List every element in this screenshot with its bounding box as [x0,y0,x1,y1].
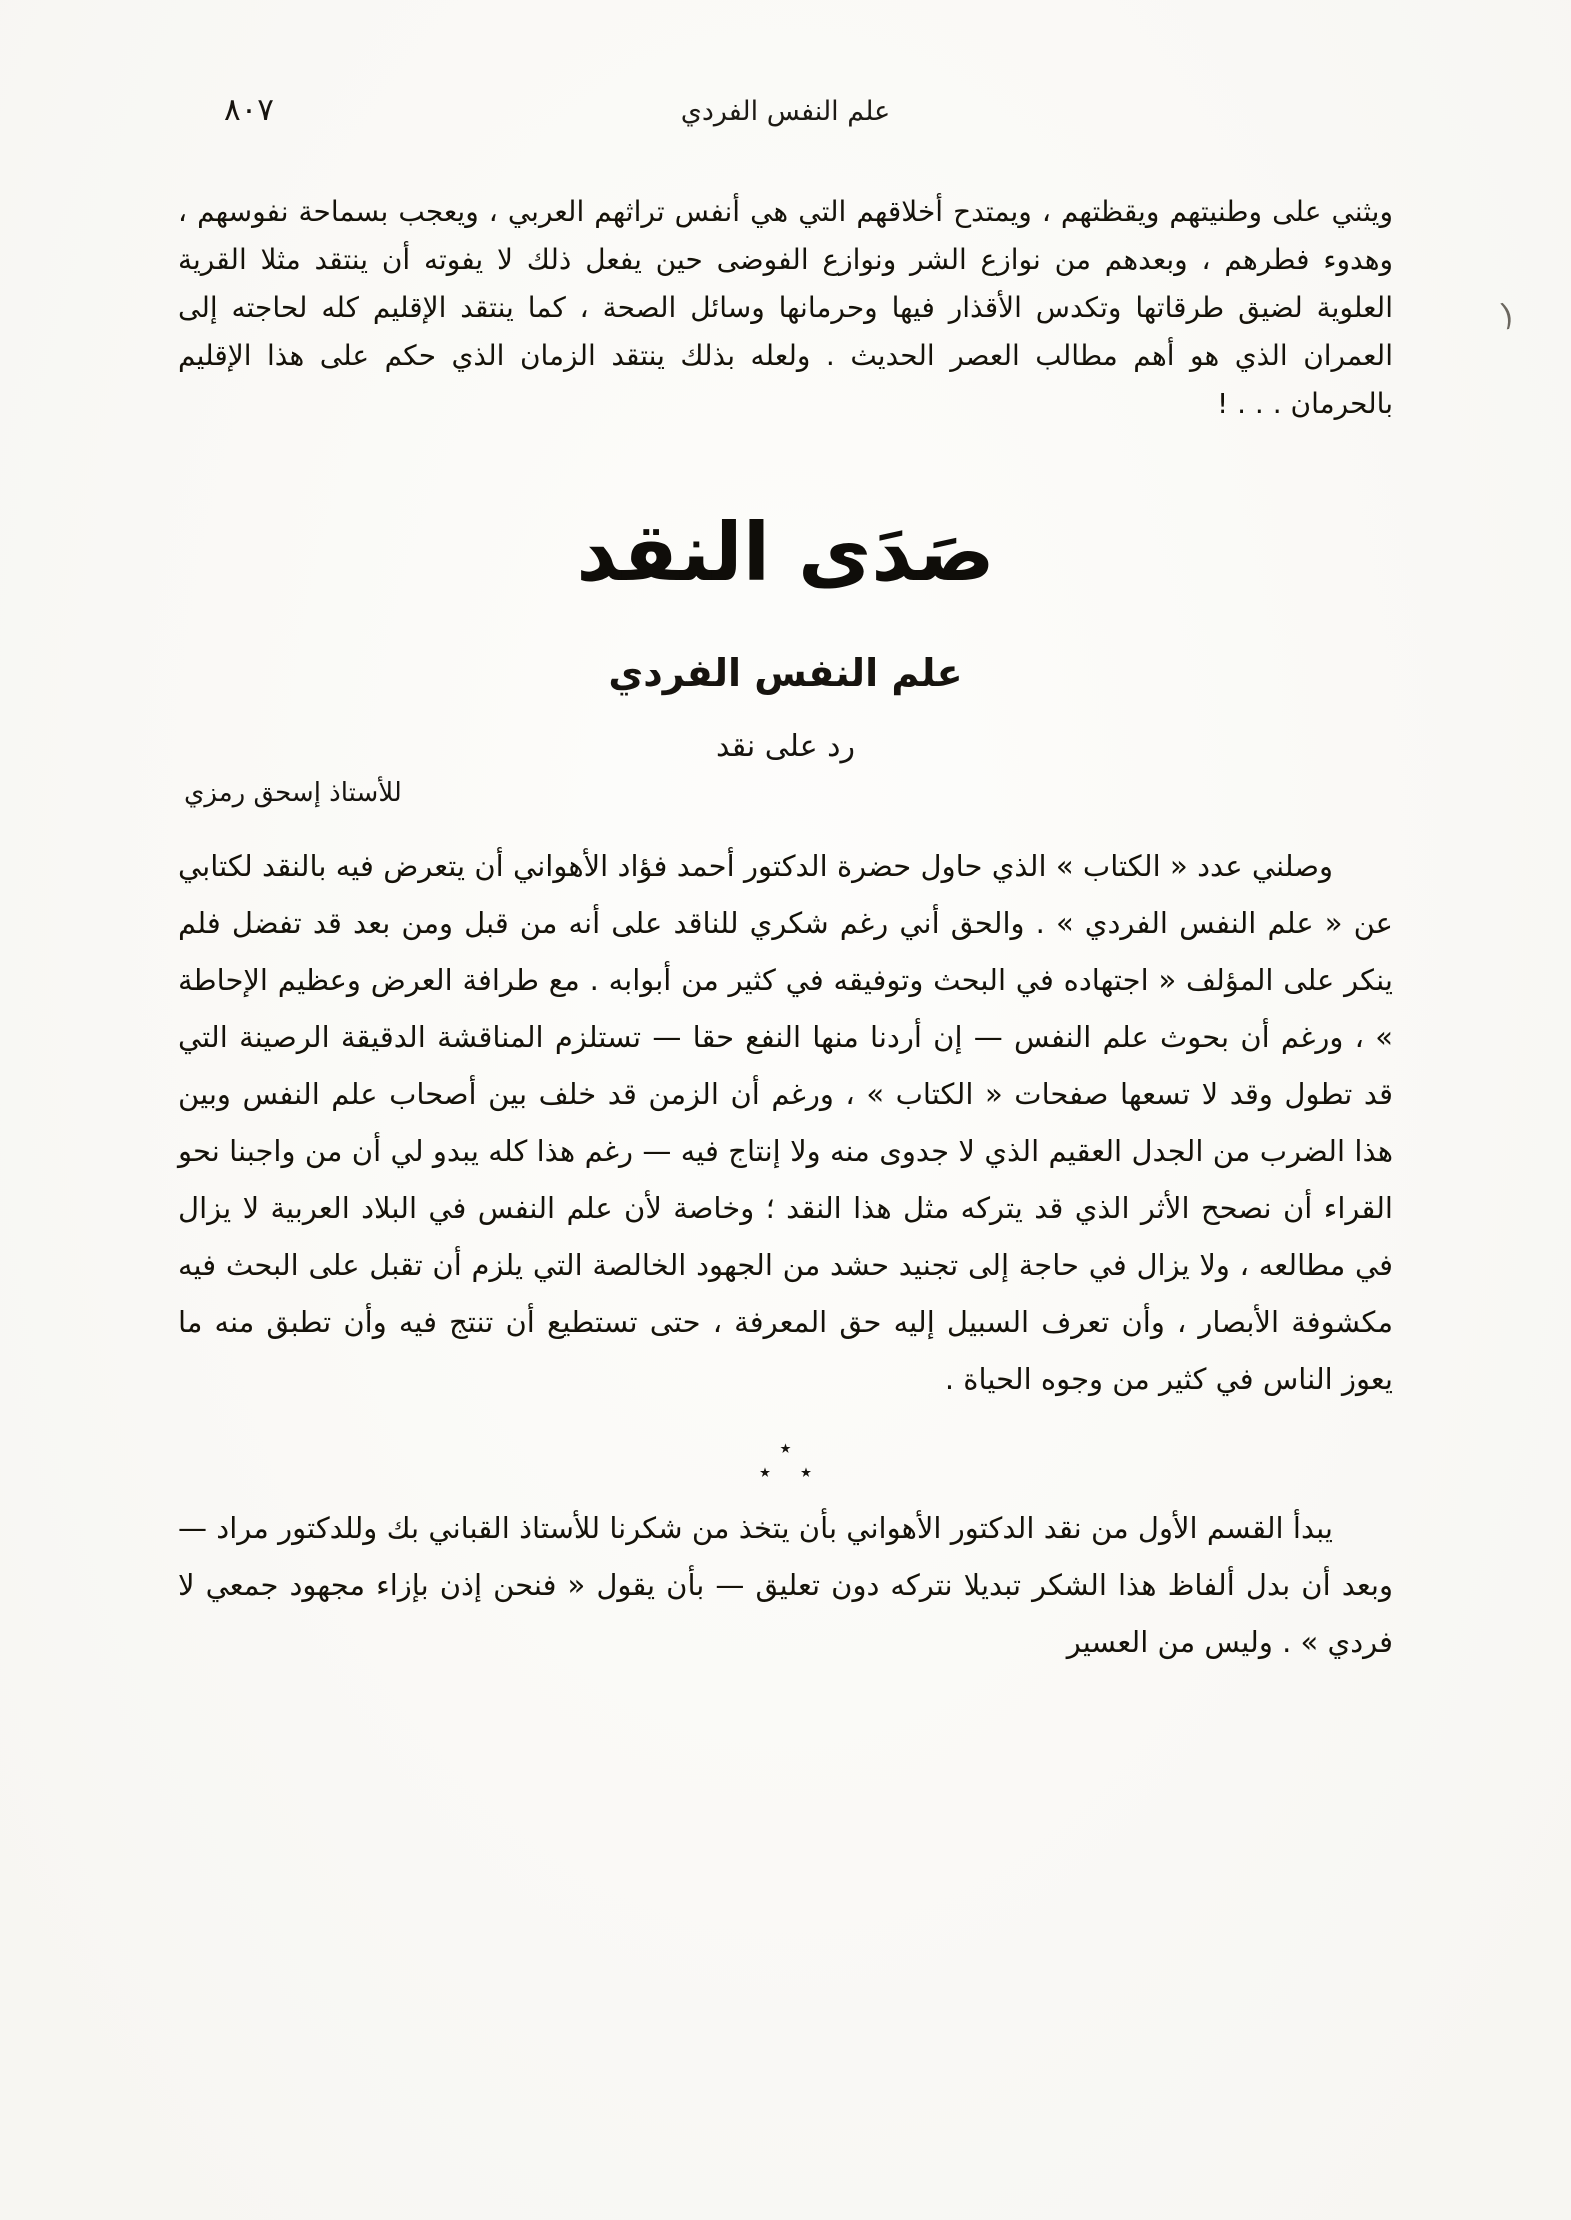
star-icon: ٭ [758,1460,771,1485]
intro-paragraph: ويثني على وطنيتهم ويقظتهم ، ويمتدح أخلاقهم التي هي أنفس تراثهم العربي ، ويعجب بسماحة نفوسهم ، وهدوء فطرهم ، وبعدهم من نوازع الشر ونوازع الفوضى حين يفعل ذلك لا يفوته أن ينتقد مثلا القرية العلوية لضيق طرقاتها وتكدس الأقذار فيها وحرمانها وسائل الصحة ، كما ينتقد الإقليم كله لحاجته إلى العمران الذي هو أهم مطالب العصر الحديث . ولعله بذلك ينتقد الزمان الذي حكم على هذا الإقليم بالحرمان . . . ! [178,195,1393,420]
star-icon: ٭ [779,1436,792,1461]
star-icon: ٭ [800,1460,813,1485]
running-head: علم النفس الفردي [680,96,891,127]
page-number: ٨٠٧ [224,92,274,128]
body-paragraph: يبدأ القسم الأول من نقد الدكتور الأهواني بأن يتخذ من شكرنا للأستاذ القباني بك وللدكتور مراد — وبعد أن بدل ألفاظ هذا الشكر تبديلا نتركه دون تعليق — بأن يقول « فنحن إذن بإزاء مجهود جمعي لا فردي » . وليس من العسير [178,1511,1393,1659]
section-separator [178,1438,1393,1484]
body-paragraph: وصلني عدد « الكتاب » الذي حاول حضرة الدكتور أحمد فؤاد الأهواني أن يتعرض فيه بالنقد لكتابي عن « علم النفس الفردي » . والحق أني رغم شكري للناقد على أنه من قبل ومن بعد قد تفضل فلم ينكر على المؤلف « اجتهاده في البحث وتوفيقه في كثير من أبوابه . مع طرافة العرض وعظيم الإحاطة » ، ورغم أن بحوث علم النفس — إن أردنا منها النفع حقا — تستلزم المناقشة الدقيقة الرصينة التي قد تطول وقد لا تسعها صفحات « الكتاب » ، ورغم أن الزمن قد خلف بين أصحاب علم النفس وبين هذا الضرب من الجدل العقيم الذي لا جدوى منه ولا إنتاج فيه — رغم هذا كله يبدو لي أن من واجبنا نحو القراء أن نصحح الأثر الذي قد يتركه مثل هذا النقد ؛ وخاصة لأن علم النفس في البلاد العربية لا يزال في مطالعه ، ولا يزال في حاجة إلى تجنيد حشد من الجهود الخالصة التي يلزم أن تقبل على البحث فيه مكشوفة الأبصار ، وأن تعرف السبيل إليه حق المعرفة ، حتى تستطيع أن تنتج فيه وأن تطبق منه ما يعوز الناس في كثير من وجوه الحياة . [178,849,1393,1396]
page-header [178,92,1393,152]
article-title: صَدَى النقد [576,506,995,599]
article-byline: للأستاذ إسحق رمزي [184,778,402,808]
separator-bottom-row [178,1462,1393,1484]
scan-artifact: ( [1497,297,1518,334]
article-kicker: رد على نقد [715,729,856,764]
article-subtitle: علم النفس الفردي [608,651,963,695]
